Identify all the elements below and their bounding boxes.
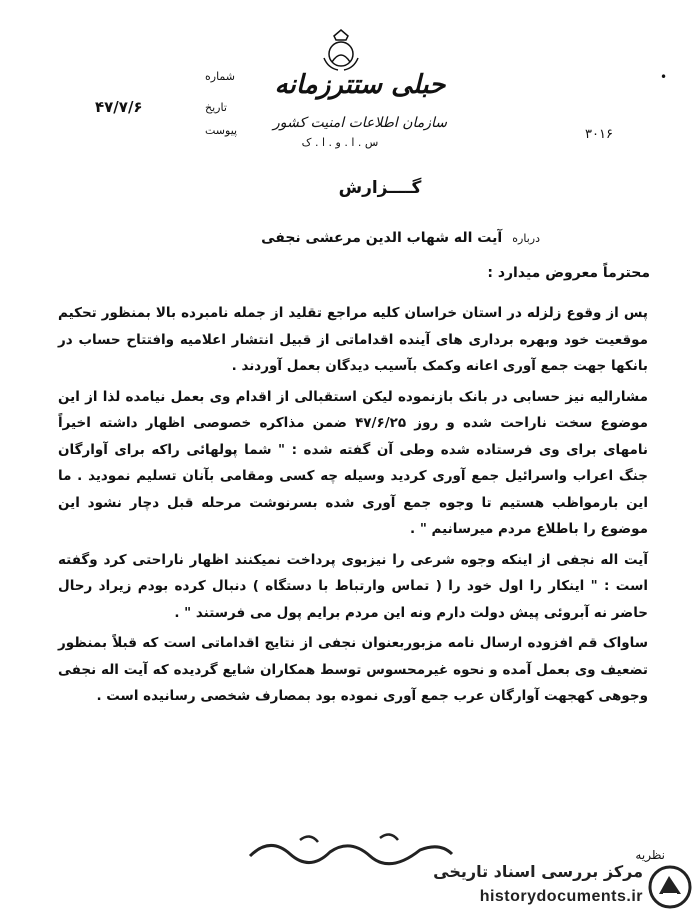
watermark-url: historydocuments.ir (479, 888, 643, 905)
reference-number: ۳۰۱۶ (585, 127, 613, 142)
report-title: گــــزارش (338, 178, 422, 198)
department-title: حبلی ستترزمانه (274, 70, 446, 100)
organization-name: سازمان اطلاعات امنیت کشور (272, 115, 448, 131)
date-value: ۴۷/۷/۶ (95, 98, 143, 116)
analysis-label: نظریه (635, 848, 665, 862)
paragraph-2: مشارالیه نیز حسابی در بانک بازنموده لیکن استقبالی از اقدام وی بعمل نیامده لذا از این موضوع سخت ناراحت شده و روز ۴۷/۶/۲۵ ضمن مذاکره خصوصی اظهار داشته اخیراً نامهای برای وی فرستاده شده وطی آن گفته شده : " شما پولهائی راکه برای آوارگان جنگ اعراب واسرائیل جمع آوری کردید وسیله چه کسی ومقامی بآنان تسلیم نمودید . ما این بارمواظب هستیم تا وجوه جمع آوری شده بسرنوشت مرحله قبل دچار نشود این موضوع را باطلاع مردم میرسانیم " . (58, 388, 648, 537)
subject-value: آیت اله شهاب الدین مرعشی نجفی (261, 230, 503, 246)
report-body (58, 300, 648, 714)
subject-row (180, 230, 540, 246)
number-label: شماره (205, 70, 236, 83)
paragraph-1: پس از وقوع زلزله در استان خراسان کلیه مراجع تقلید از جمله نامبرده بالا بمنظور تحکیم موقعیت خود وبهره برداری های آینده اقداماتی از قبیل انتشار اعلامیه وافتتاح حساب در بانکها جهت جمع آوری اعانه وکمک بآسیب دیدگان بعمل آوردند . (58, 305, 648, 374)
salutation: محترماً معروض میدارد : (487, 265, 650, 281)
attachment-label: پیوست (205, 124, 238, 137)
subject-label: درباره (512, 232, 540, 245)
archive-logo-icon (647, 864, 693, 910)
lion-sun-emblem-icon (318, 28, 364, 74)
edge-mark: • (660, 70, 668, 84)
paragraph-4: ساواک قم افزوده ارسال نامه مزبوربعنوان نجفی از نتایج اقداماتی است که قبلاً بمنظور تضعیف وی بعمل آمده و نحوه غیرمحسوس توسط همکاران شایع گردیده که آیت اله نجفی وجوهی کهجهت آوارگان عرب جمع آوری نموده بود بمصارف شخصی رسانیده است . (58, 635, 648, 704)
watermark-title: مرکز بررسی اسناد تاریخی (433, 862, 643, 881)
date-label: تاریخ (205, 101, 227, 114)
paragraph-3: آیت اله نجفی از اینکه وجوه شرعی را نیزبوی پرداخت نمیکنند اظهار ناراحتی کرد وگفته است : " اینکار را اول خود را ( تماس وارتباط با دستگاه ) دنبال کرده بودم زیراد رحال حاضر نه آبروئی پیش دولت دارم ونه این مردم برایم پول می فرستند " . (58, 551, 648, 621)
organization-code: س . ا . و . ا . ک (301, 136, 379, 149)
archive-watermark (405, 858, 695, 918)
